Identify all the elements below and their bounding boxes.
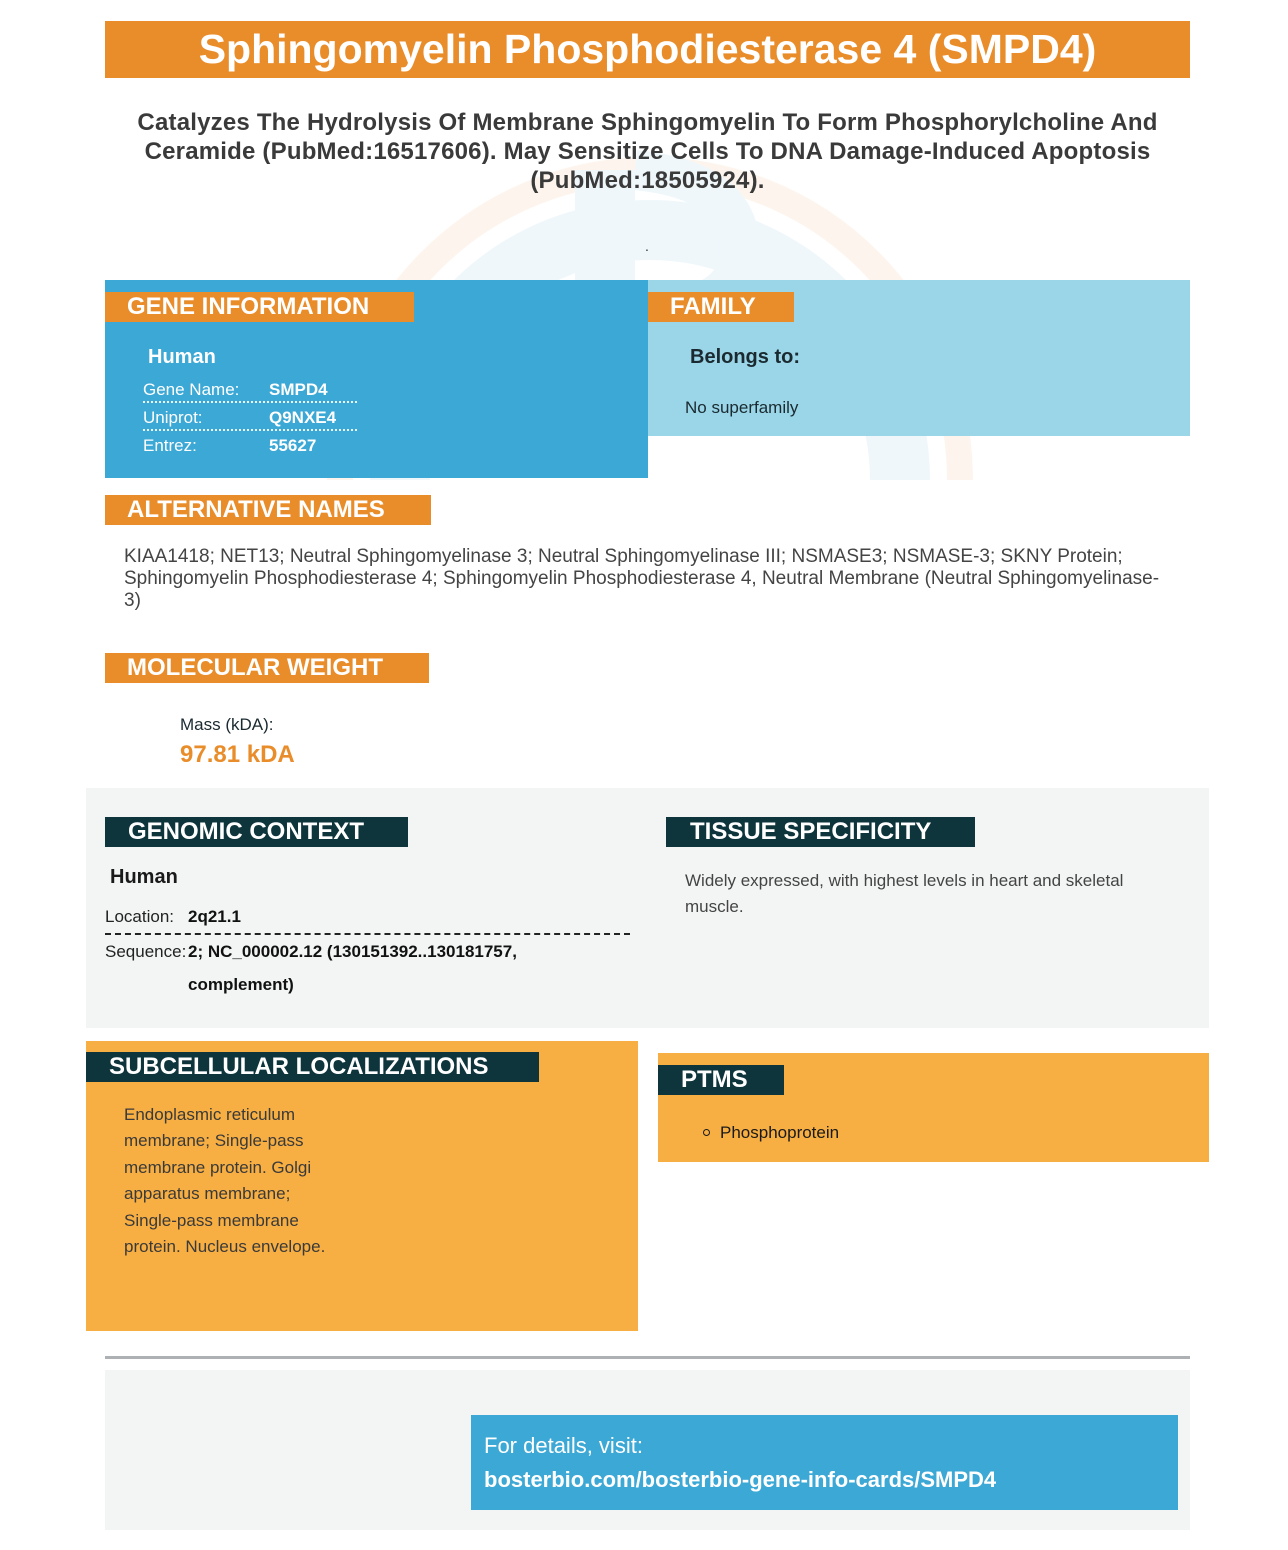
alternative-names-heading: ALTERNATIVE NAMES [105,495,431,525]
ptms-heading: PTMS [658,1065,784,1095]
entrez-row [143,432,357,459]
details-link[interactable]: bosterbio.com/bosterbio-gene-info-cards/SMPD4 [484,1467,997,1492]
details-prompt: For details, visit: [484,1433,643,1458]
sequence-value: 2; NC_000002.12 (130151392..130181757, complement) [188,942,517,994]
mass-value: 97.81 kDA [180,741,295,768]
tissue-specificity-text: Widely expressed, with highest levels in heart and skeletal muscle. [685,871,1124,916]
page-title: Sphingomyelin Phosphodiesterase 4 (SMPD4) [105,21,1190,78]
family-belongs-label: Belongs to: [690,346,800,368]
family-heading: FAMILY [648,292,794,322]
details-box [471,1415,1178,1510]
protein-summary: Catalyzes The Hydrolysis Of Membrane Sphingomyelin To Form Phosphorylcholine And Ceramide (PubMed:16517606). May Sensitize Cells To DNA Damage-Induced Apoptosis (PubMed:18505924). [137,109,1158,194]
uniprot-label: Uniprot: [143,408,203,427]
footer-divider [105,1356,1190,1359]
gene-info-heading: GENE INFORMATION [105,292,414,322]
subcellular-heading: SUBCELLULAR LOCALIZATIONS [86,1052,539,1082]
genomic-context-species: Human [110,866,178,888]
subcellular-text: Endoplasmic reticulum membrane; Single-pass membrane protein. Golgi apparatus membrane; Single-pass membrane protein. Nucleus envelope. [124,1105,326,1257]
separator-dot: . [645,238,649,254]
entrez-label: Entrez: [143,436,197,455]
location-value: 2q21.1 [188,907,241,926]
uniprot-row [143,404,357,431]
bullet-icon [703,1129,710,1136]
molecular-weight-heading: MOLECULAR WEIGHT [105,653,429,683]
location-label: Location: [105,907,174,926]
uniprot-value: Q9NXE4 [269,408,337,427]
family-value: No superfamily [685,398,799,417]
gene-info-species: Human [148,346,216,368]
ptm-list-item: Phosphoprotein [720,1123,840,1142]
gene-name-label: Gene Name: [143,380,240,399]
mass-label: Mass (kDA): [180,715,274,734]
gene-name-value: SMPD4 [269,380,328,399]
entrez-value: 55627 [269,436,317,455]
tissue-specificity-heading: TISSUE SPECIFICITY [666,817,975,847]
sequence-label: Sequence: [105,942,187,961]
gene-name-row [143,376,357,403]
alternative-names-text: KIAA1418; NET13; Neutral Sphingomyelinase 3; Neutral Sphingomyelinase III; NSMASE3; NSMASE-3; SKNY Protein; Sphingomyelin Phosphodiesterase 4; Sphingomyelin Phosphodiesterase 4, Neutral Membrane (Neutral Sphingomyelinase-3) [124,546,1160,611]
genomic-context-heading: GENOMIC CONTEXT [105,817,408,847]
